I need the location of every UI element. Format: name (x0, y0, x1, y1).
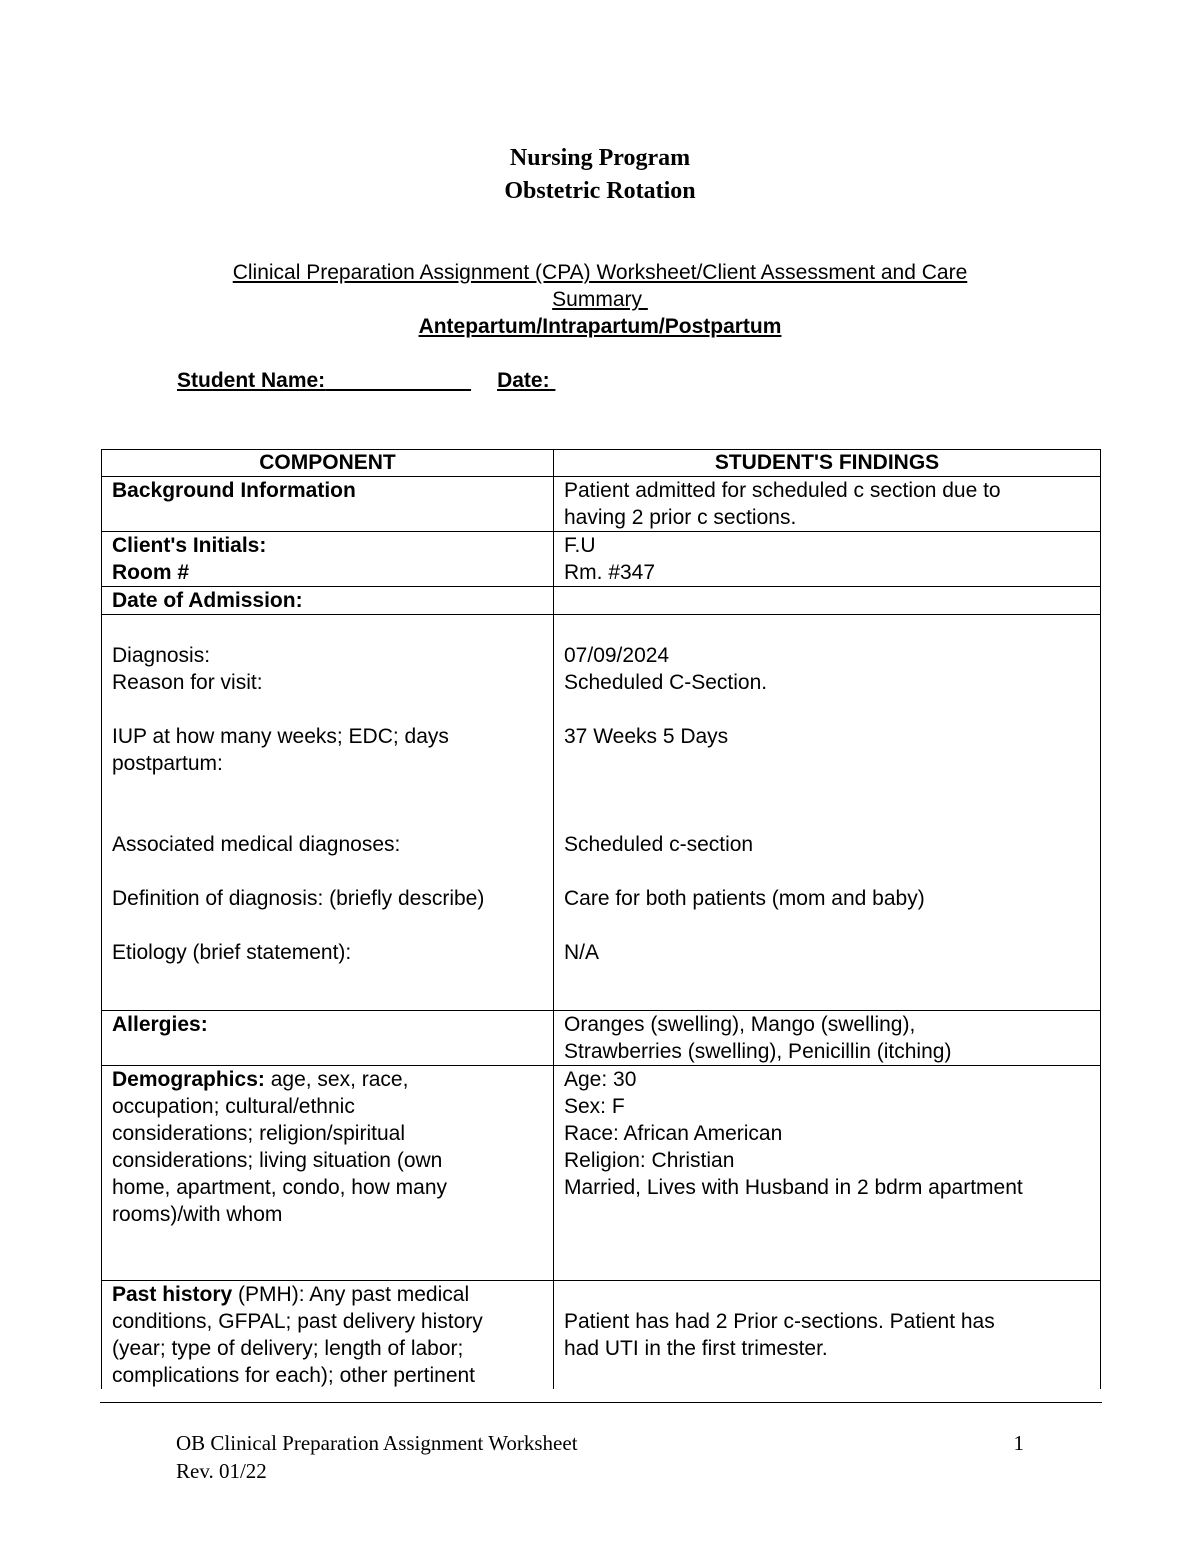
cpa-table (101, 449, 1101, 1389)
table-row-client (102, 532, 1101, 587)
room-value: Rm. #347 (564, 561, 656, 584)
rotation-title: Obstetric Rotation (504, 178, 696, 204)
iup-label-cont: postpartum: (112, 752, 223, 775)
finding-diagnosis (554, 615, 1101, 1011)
diagnosis-value: 07/09/2024 (564, 644, 670, 667)
client-initials-label: Client's Initials: (112, 534, 267, 557)
finding-past-history: Patient has had 2 Prior c-sections. Patient has had UTI in the first trimester. (554, 1281, 1101, 1390)
etiology-value: N/A (564, 941, 600, 964)
page-number: 1 (1013, 1431, 1024, 1455)
phases-title: Antepartum/Intrapartum/Postpartum (418, 315, 782, 338)
finding-client (554, 532, 1101, 587)
table-row-background (102, 477, 1101, 532)
table-row-demographics (102, 1066, 1101, 1281)
date-blank (550, 369, 556, 392)
table-header-row (102, 450, 1101, 477)
program-title: Nursing Program (509, 145, 691, 171)
footer-title: OB Clinical Preparation Assignment Worksheet (176, 1431, 578, 1455)
assignment-title-line-2: Summary (552, 288, 648, 311)
student-name-blank (325, 369, 471, 392)
date-label: Date: (497, 369, 550, 392)
past-history-label: Past history (112, 1283, 233, 1306)
associated-value: Scheduled c-section (564, 833, 754, 856)
footer-revision: Rev. 01/22 (176, 1459, 267, 1483)
table-bottom-edge (100, 1402, 1102, 1403)
reason-value: Scheduled C-Section. (564, 671, 768, 694)
student-info-line (177, 367, 555, 394)
table-row-past-history (102, 1281, 1101, 1390)
assignment-title-line-1: Clinical Preparation Assignment (CPA) Worksheet/Client Assessment and Care (232, 261, 968, 284)
column-header-findings: STUDENT'S FINDINGS (554, 450, 1101, 477)
table-row-admission (102, 587, 1101, 615)
definition-value: Care for both patients (mom and baby) (564, 887, 925, 910)
component-background: Background Information (102, 477, 554, 532)
component-admission: Date of Admission: (102, 587, 554, 615)
client-initials-value: F.U (564, 534, 596, 557)
table-row-allergies (102, 1011, 1101, 1066)
component-allergies: Allergies: (102, 1011, 554, 1066)
page-footer (176, 1429, 1036, 1485)
associated-label: Associated medical diagnoses: (112, 833, 401, 856)
finding-allergies: Oranges (swelling), Mango (swelling), Strawberries (swelling), Penicillin (itching) (554, 1011, 1101, 1066)
finding-background: Patient admitted for scheduled c section due to having 2 prior c sections. (554, 477, 1101, 532)
iup-value: 37 Weeks 5 Days (564, 725, 729, 748)
table-row-diagnosis (102, 615, 1101, 1011)
finding-admission (554, 587, 1101, 615)
demographics-label: Demographics: (112, 1068, 265, 1091)
column-header-component: COMPONENT (102, 450, 554, 477)
etiology-label: Etiology (brief statement): (112, 941, 352, 964)
component-diagnosis (102, 615, 554, 1011)
document-title (0, 142, 1200, 208)
student-name-label: Student Name: (177, 369, 326, 392)
component-past-history: Past history (PMH): Any past medical conditions, GFPAL; past delivery history (year; type of delivery; length of labor; complications for each); other pertinent (102, 1281, 554, 1390)
definition-label: Definition of diagnosis: (briefly describe) (112, 887, 485, 910)
assignment-heading (0, 259, 1200, 340)
room-label: Room # (112, 561, 190, 584)
iup-label: IUP at how many weeks; EDC; days (112, 725, 449, 748)
reason-label: Reason for visit: (112, 671, 263, 694)
finding-demographics: Age: 30 Sex: F Race: African American Religion: Christian Married, Lives with Husband in 2 bdrm apartment (554, 1066, 1101, 1281)
diagnosis-label: Diagnosis: (112, 644, 211, 667)
component-demographics: Demographics: age, sex, race, occupation; cultural/ethnic considerations; religion/spiritual considerations; living situation (own home, apartment, condo, how many rooms)/with whom (102, 1066, 554, 1281)
component-client (102, 532, 554, 587)
